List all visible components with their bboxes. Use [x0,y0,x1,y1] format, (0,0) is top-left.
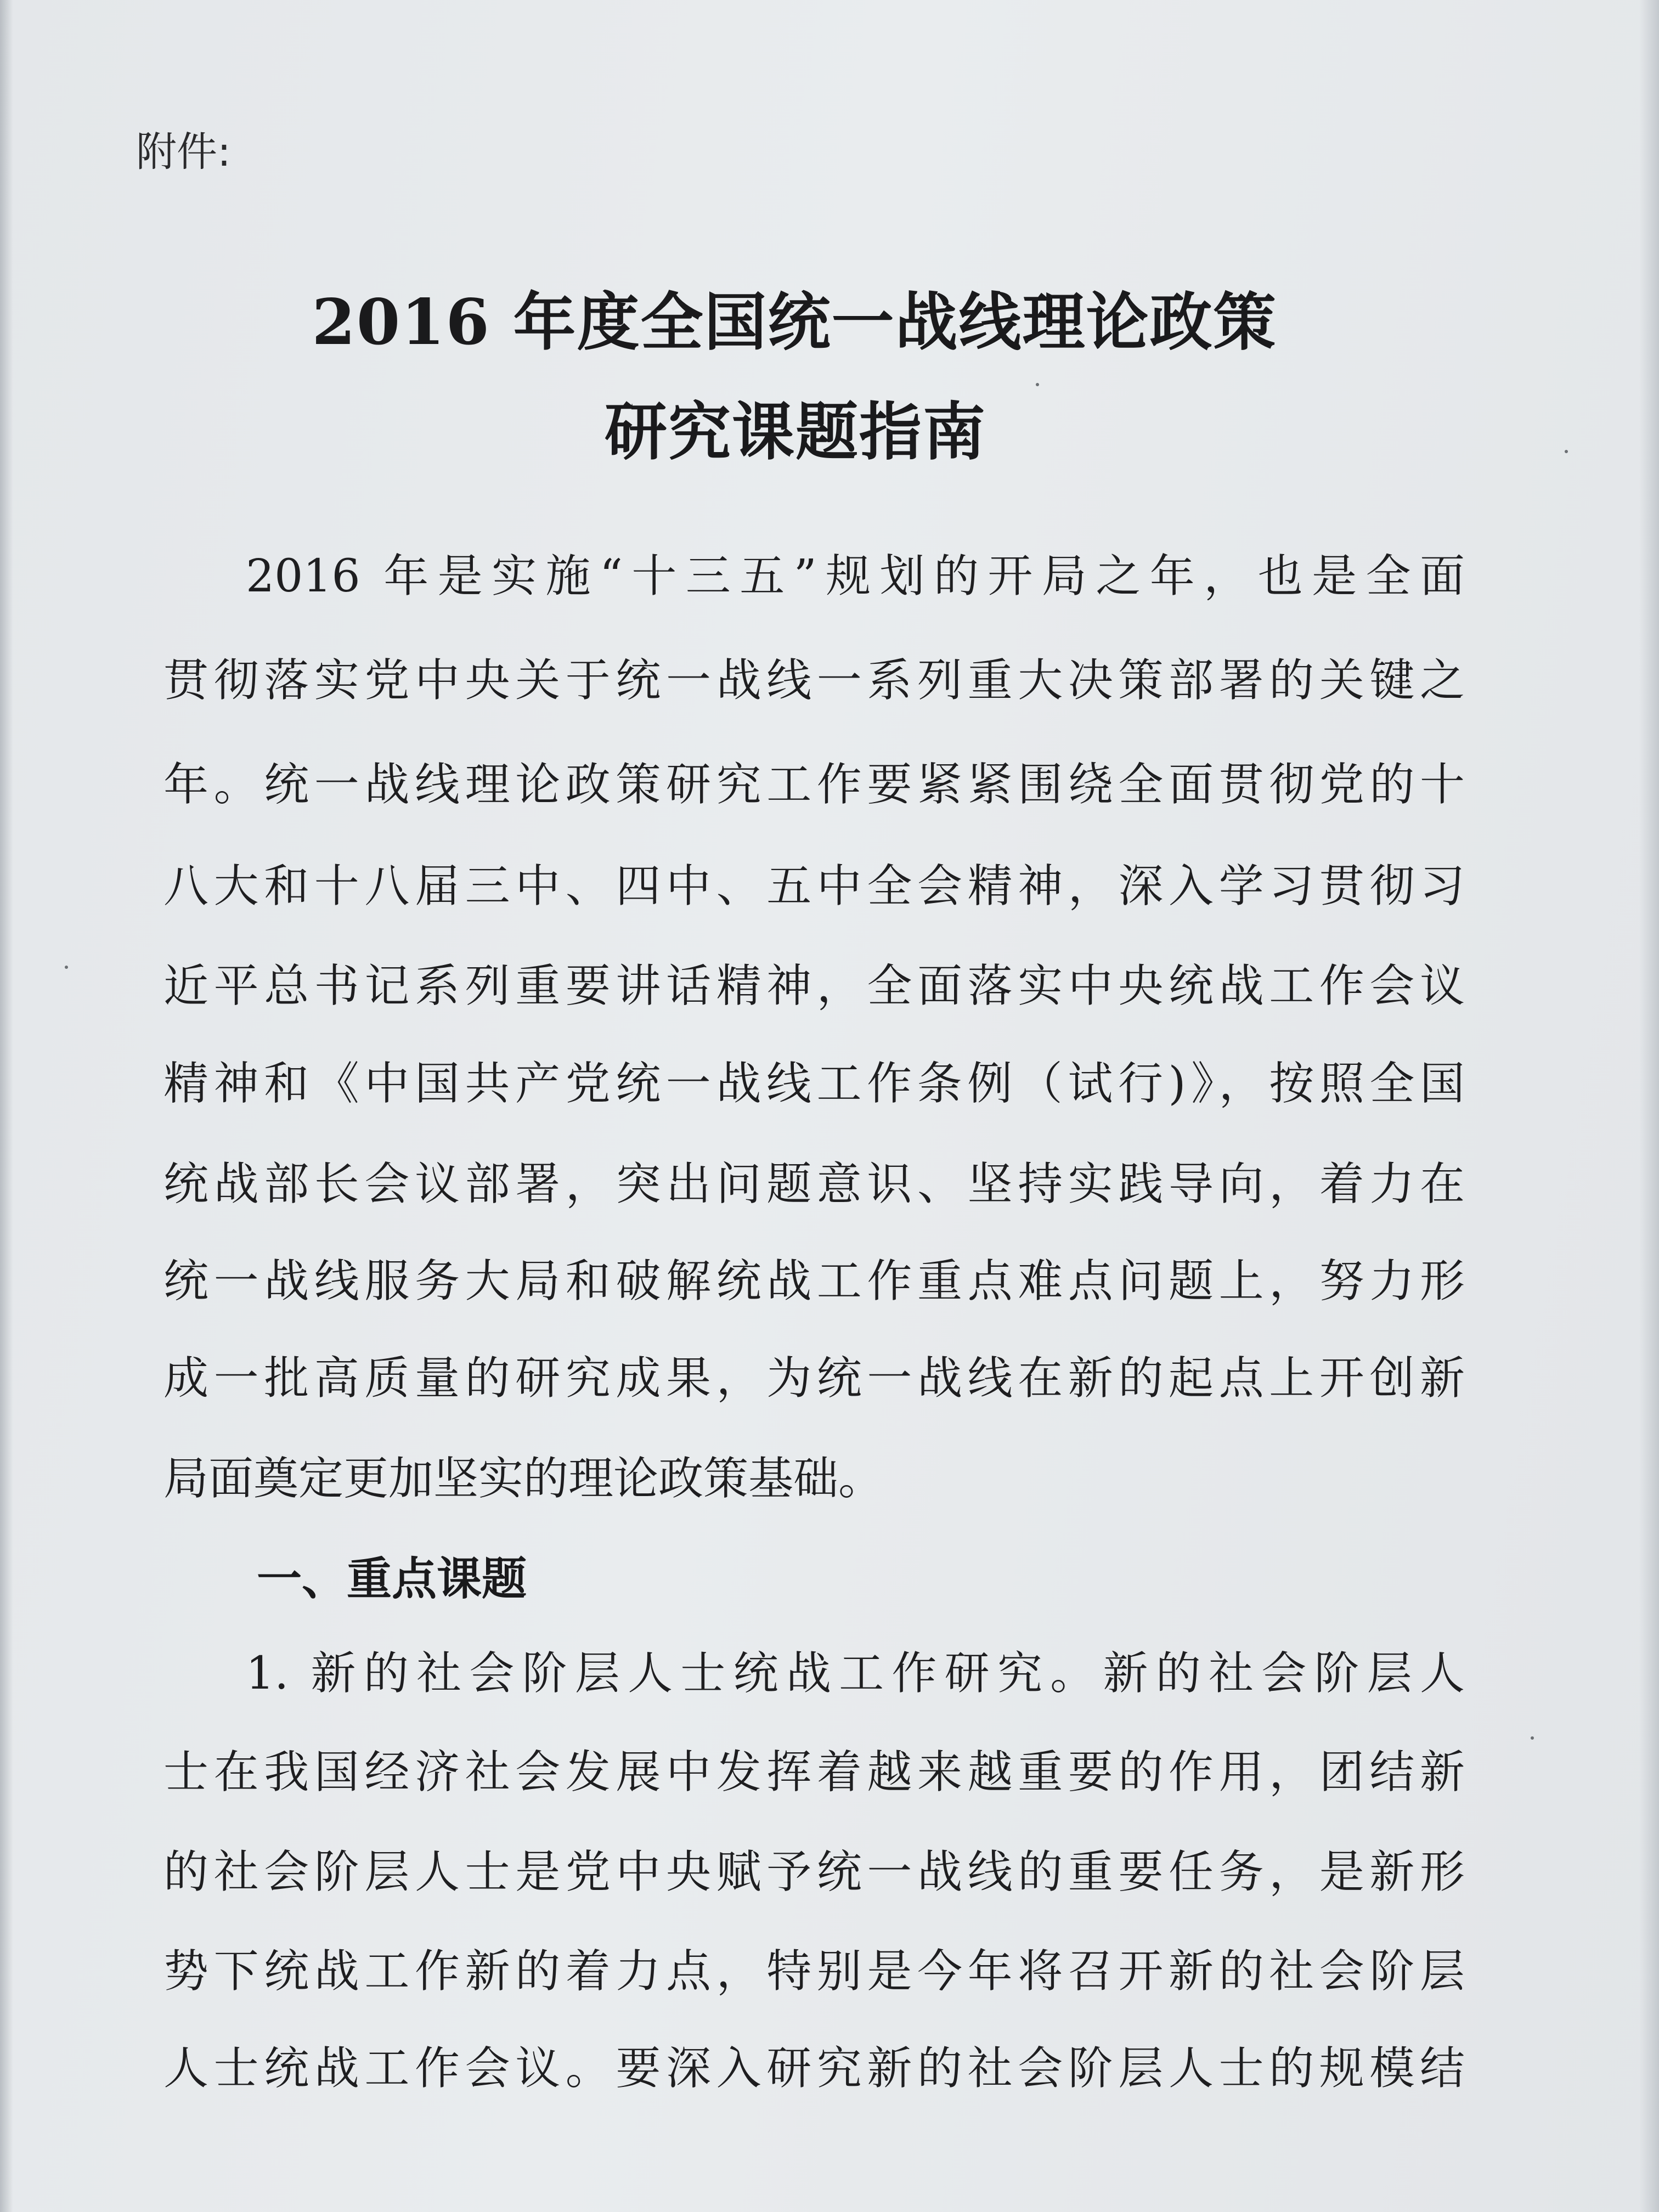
intro-paragraph-line: 近平总书记系列重要讲话精神，全面落实中央统战工作会议 [163,960,1465,1012]
intro-paragraph-line: 贯彻落实党中央关于统一战线一系列重大决策部署的关键之 [163,654,1465,707]
topic-paragraph-line: 势下统战工作新的着力点，特别是今年将召开新的社会阶层 [163,1945,1465,1997]
topic-paragraph-line: 1. 新的社会阶层人士统战工作研究。新的社会阶层人 [246,1647,1465,1700]
intro-paragraph-line: 局面奠定更加坚实的理论政策基础。 [163,1453,884,1505]
section-heading-key-topics: 一、重点课题 [257,1553,527,1605]
paper-speck [65,966,68,969]
topic-paragraph-line: 人士统战工作会议。要深入研究新的社会阶层人士的规模结 [163,2042,1465,2095]
paper-speck [1565,450,1568,453]
intro-paragraph-line: 统战部长会议部署，突出问题意识、坚持实践导向，着力在 [163,1158,1465,1210]
intro-paragraph-line: 精神和《中国共产党统一战线工作条例（试行)》，按照全国 [163,1058,1465,1110]
intro-paragraph-line: 统一战线服务大局和破解统战工作重点难点问题上，努力形 [163,1255,1465,1307]
paper-speck [1531,1736,1534,1740]
intro-paragraph-line: 2016 年是实施“十三五”规划的开局之年，也是全面 [246,550,1465,602]
intro-paragraph-line: 八大和十八届三中、四中、五中全会精神，深入学习贯彻习 [163,860,1465,912]
document-title-line-2: 研究课题指南 [604,395,986,469]
topic-paragraph-line: 的社会阶层人士是党中央赋予统一战线的重要任务，是新形 [163,1846,1465,1898]
topic-paragraph-line: 士在我国经济社会发展中发挥着越来越重要的作用，团结新 [163,1746,1465,1798]
paper-speck [1036,383,1039,386]
intro-paragraph-line: 成一批高质量的研究成果，为统一战线在新的起点上开创新 [163,1352,1465,1404]
document-title-line-1: 2016 年度全国统一战线理论政策 [312,285,1277,359]
intro-paragraph-line: 年。统一战线理论政策研究工作要紧紧围绕全面贯彻党的十 [163,759,1465,811]
attachment-label: 附件: [136,128,231,176]
